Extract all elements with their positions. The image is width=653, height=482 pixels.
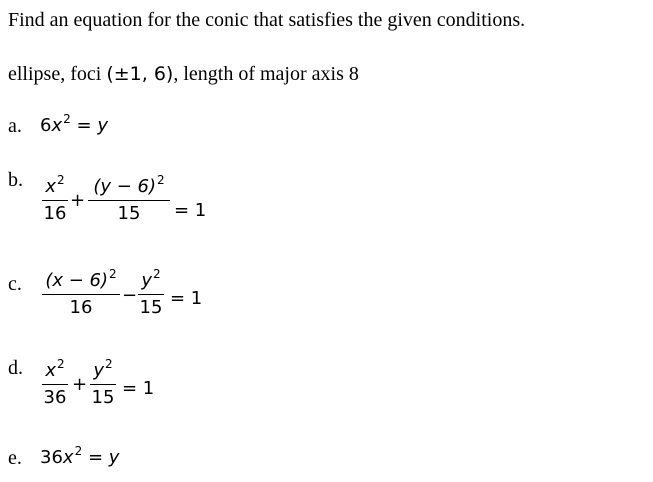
- option-d-bar2: [90, 384, 116, 385]
- option-e-label: e.: [8, 447, 22, 469]
- foci-value: (±1, 6): [106, 63, 174, 85]
- option-e-equals: =: [87, 447, 104, 468]
- option-d-label: d.: [8, 357, 23, 379]
- option-a-exp: 2: [63, 112, 71, 126]
- option-c-op: −: [122, 285, 138, 306]
- option-c-den2: 15: [139, 297, 163, 318]
- option-d-op: +: [72, 374, 88, 395]
- option-b-fraction-1: [42, 173, 68, 225]
- option-e-equation[interactable]: [40, 444, 120, 469]
- option-b-bar1: [42, 200, 68, 201]
- option-c-den1: 16: [69, 297, 93, 318]
- option-a-var: x: [51, 115, 63, 136]
- option-c-fraction-2: [138, 267, 164, 319]
- option-b-num2: $(y - 6)^2$: [93, 173, 165, 197]
- question-prompt: Find an equation for the conic that satisfies the given conditions.: [8, 9, 526, 31]
- option-b-num1: $x^2$: [45, 173, 65, 197]
- option-e-rhs: y: [108, 447, 120, 468]
- option-d-bar1: [42, 384, 68, 385]
- option-a-label: a.: [8, 115, 22, 137]
- option-c-equals: = 1: [170, 288, 203, 309]
- option-d-fraction-2: [90, 357, 116, 409]
- option-c-num2: $y^2$: [141, 267, 161, 291]
- option-b-equals: = 1: [174, 200, 207, 221]
- question-conditions: [8, 62, 359, 86]
- conditions-prefix: ellipse, foci: [8, 63, 102, 85]
- option-b-den2: 15: [117, 203, 141, 224]
- option-d-num2: $y^2$: [93, 357, 113, 381]
- option-c-fraction-1: [42, 267, 120, 319]
- option-d-fraction-1: [42, 357, 68, 409]
- option-b-op: +: [70, 190, 86, 211]
- conditions-suffix: , length of major axis 8: [173, 63, 359, 85]
- option-d-den1: 36: [43, 387, 67, 408]
- option-a-equals: =: [76, 115, 92, 136]
- option-e-coef: 36: [40, 447, 63, 468]
- option-a-coef: 6: [40, 115, 52, 136]
- option-b-label: b.: [8, 169, 23, 191]
- option-a-rhs: y: [97, 115, 108, 136]
- option-c-label: c.: [8, 273, 22, 295]
- option-b-fraction-2: [88, 173, 170, 225]
- option-d-equals: = 1: [122, 378, 155, 399]
- option-e-var: x: [62, 447, 74, 468]
- option-c-bar2: [138, 294, 164, 295]
- option-d-num1: $x^2$: [45, 357, 65, 381]
- option-a-equation[interactable]: [40, 112, 108, 137]
- option-b-bar2: [88, 200, 170, 201]
- option-e-exp: 2: [74, 444, 83, 458]
- option-c-num1: $(x - 6)^2$: [45, 267, 117, 291]
- option-d-den2: 15: [91, 387, 115, 408]
- option-b-den1: 16: [43, 203, 67, 224]
- option-c-bar1: [42, 294, 120, 295]
